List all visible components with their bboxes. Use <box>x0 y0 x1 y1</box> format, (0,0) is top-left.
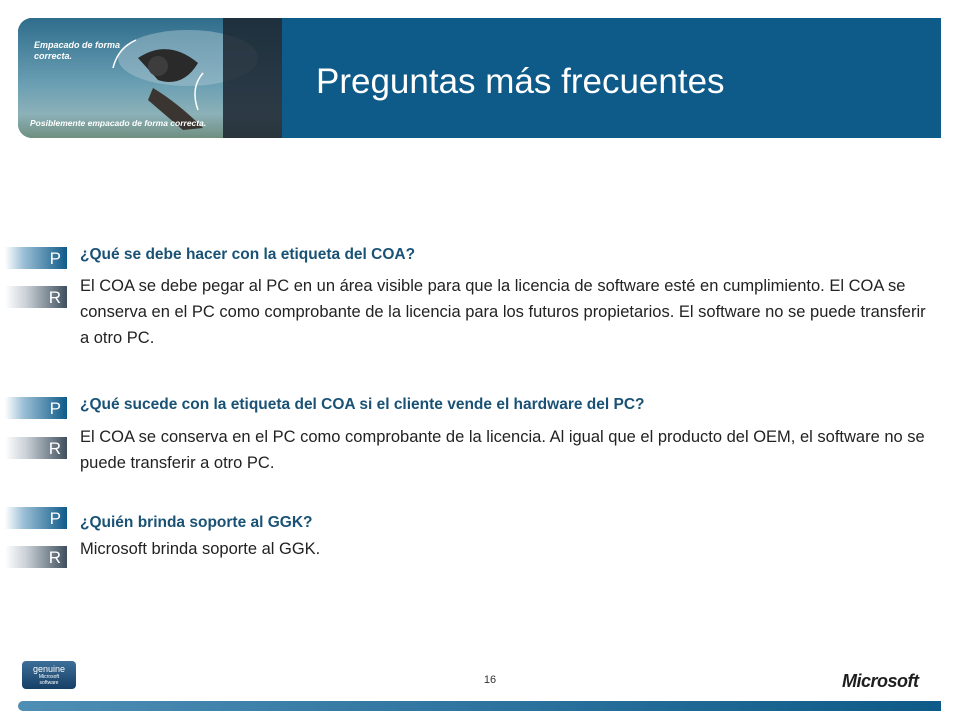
photo-caption-top: Empacado de forma correcta. <box>34 40 121 61</box>
microsoft-logo: Microsoft <box>842 671 919 691</box>
answer-tag: R <box>5 437 67 459</box>
question-tag: P <box>5 507 67 529</box>
question-tag: P <box>5 397 67 419</box>
footer-bar <box>18 701 941 711</box>
genuine-microsoft-logo <box>22 661 76 689</box>
header-photo <box>18 18 282 138</box>
faq-answer-3: Microsoft brinda soporte al GGK. <box>80 540 321 558</box>
answer-tag: R <box>5 546 67 568</box>
faq-answer-1: El COA se debe pegar al PC en un área visible para que la licencia de software esté en cumplimiento. El COA se conserva en el PC como comprobante de la licencia para los futuros propietarios. El software no se puede transferir a otro PC. <box>80 277 926 347</box>
faq-question-1: ¿Qué se debe hacer con la etiqueta del COA? <box>80 246 416 263</box>
page-title: Preguntas más frecuentes <box>316 62 725 101</box>
genuine-logo-line2: Microsoft <box>38 674 60 680</box>
photo-caption-bottom: Posiblemente empacado de forma correcta. <box>30 118 207 128</box>
faq-answer-2: El COA se conserva en el PC como comprobante de la licencia. Al igual que el producto del OEM, el software no se puede transferir a otro PC. <box>80 428 925 472</box>
genuine-logo-line1: genuine <box>32 664 66 674</box>
answer-tag: R <box>5 286 67 308</box>
faq-question-2: ¿Qué sucede con la etiqueta del COA si el cliente vende el hardware del PC? <box>80 396 645 413</box>
faq-question-3: ¿Quién brinda soporte al GGK? <box>80 514 313 531</box>
genuine-logo-line3: software <box>39 680 59 686</box>
page-number: 16 <box>483 674 497 686</box>
question-tag: P <box>5 247 67 269</box>
